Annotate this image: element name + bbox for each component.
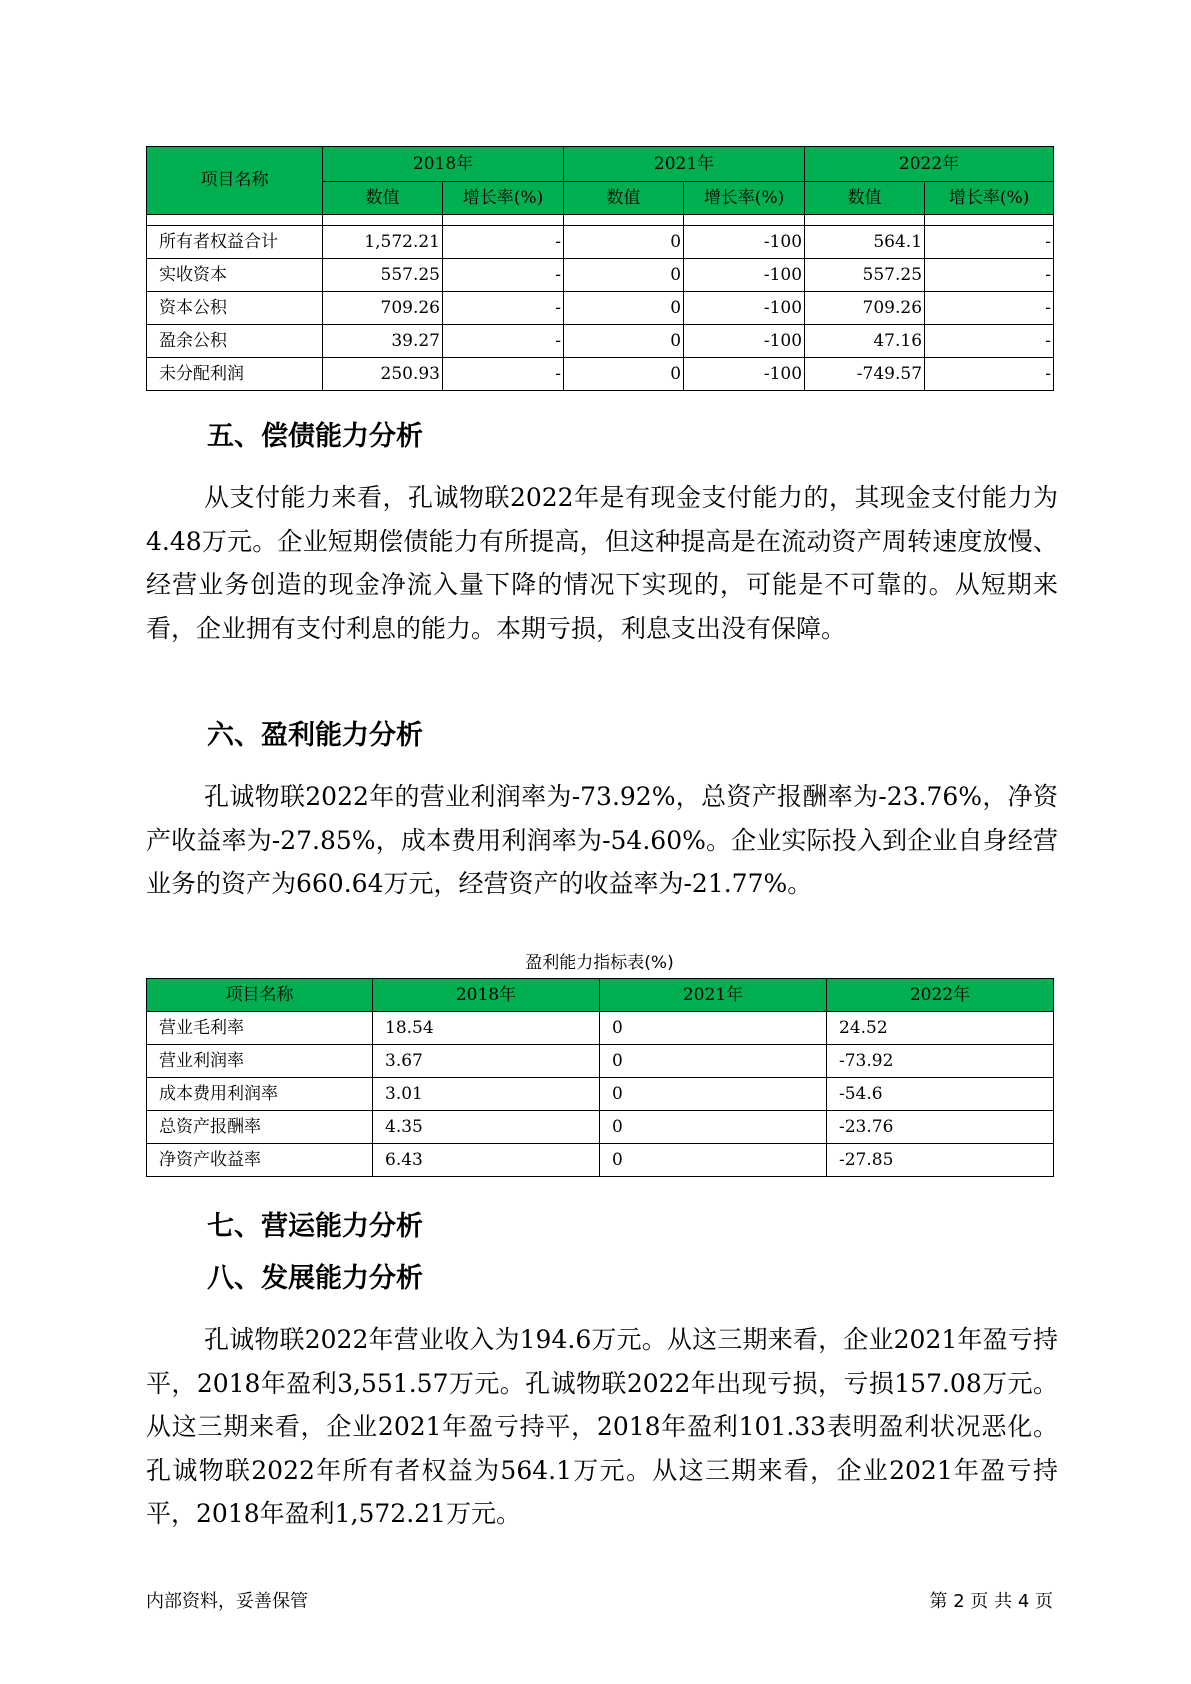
growth-2022: - bbox=[925, 292, 1054, 325]
profit-table bbox=[146, 978, 1054, 1177]
profit-table-caption: 盈利能力指标表(%) bbox=[525, 953, 674, 973]
row-name: 实收资本 bbox=[147, 259, 323, 292]
value-2022: -27.85 bbox=[827, 1144, 1054, 1177]
footer-page-number: 第 2 页 共 4 页 bbox=[929, 1591, 1053, 1612]
row-name: 净资产收益率 bbox=[147, 1144, 373, 1177]
table-row bbox=[147, 1111, 1054, 1144]
table-row bbox=[147, 259, 1054, 292]
table-spacer bbox=[147, 215, 1054, 226]
growth-2021: -100 bbox=[684, 292, 805, 325]
table-row bbox=[147, 358, 1054, 391]
growth-2021: -100 bbox=[684, 358, 805, 391]
growth-2022: - bbox=[925, 325, 1054, 358]
row-name: 总资产报酬率 bbox=[147, 1111, 373, 1144]
value-2018: 3.01 bbox=[373, 1078, 600, 1111]
value-2021: 0 bbox=[600, 1078, 827, 1111]
section5-heading: 五、偿债能力分析 bbox=[207, 421, 423, 452]
table-row bbox=[147, 1144, 1054, 1177]
section7-heading: 七、营运能力分析 bbox=[207, 1211, 423, 1242]
profit-header-item-name: 项目名称 bbox=[147, 979, 373, 1012]
growth-2018: - bbox=[443, 358, 564, 391]
row-name: 营业毛利率 bbox=[147, 1012, 373, 1045]
row-name: 未分配利润 bbox=[147, 358, 323, 391]
value-2021: 0 bbox=[600, 1012, 827, 1045]
equity-header-growth: 增长率(%) bbox=[443, 182, 564, 215]
value-2018: 250.93 bbox=[323, 358, 443, 391]
value-2021: 0 bbox=[600, 1111, 827, 1144]
row-name: 资本公积 bbox=[147, 292, 323, 325]
value-2022: -23.76 bbox=[827, 1111, 1054, 1144]
value-2018: 4.35 bbox=[373, 1111, 600, 1144]
section8-paragraph: 孔诚物联2022年营业收入为194.6万元。从这三期来看，企业2021年盈亏持平，2018年盈利3,551.57万元。孔诚物联2022年出现亏损，亏损157.08万元。从这三期来看，企业2021年盈亏持平，2018年盈利101.33表明盈利状况恶化。孔诚物联2022年所有者权益为564.1万元。从这三期来看，企业2021年盈亏持平，2018年盈利1,572.21万元。 bbox=[146, 1325, 1058, 1528]
value-2021: 0 bbox=[564, 325, 684, 358]
table-row bbox=[147, 1045, 1054, 1078]
row-name: 营业利润率 bbox=[147, 1045, 373, 1078]
equity-table bbox=[146, 146, 1054, 391]
row-name: 盈余公积 bbox=[147, 325, 323, 358]
profit-header-year-2022: 2022年 bbox=[827, 979, 1054, 1012]
growth-2022: - bbox=[925, 226, 1054, 259]
value-2021: 0 bbox=[564, 259, 684, 292]
row-name: 成本费用利润率 bbox=[147, 1078, 373, 1111]
equity-header-growth: 增长率(%) bbox=[925, 182, 1054, 215]
growth-2022: - bbox=[925, 259, 1054, 292]
value-2022: 557.25 bbox=[805, 259, 925, 292]
table-row bbox=[147, 1078, 1054, 1111]
value-2022: 709.26 bbox=[805, 292, 925, 325]
equity-header-year-2021: 2021年 bbox=[564, 147, 805, 182]
section6-paragraph: 孔诚物联2022年的营业利润率为-73.92%，总资产报酬率为-23.76%，净资产收益率为-27.85%，成本费用利润率为-54.60%。企业实际投入到企业自身经营业务的资产为660.64万元，经营资产的收益率为-21.77%。 bbox=[146, 782, 1058, 898]
growth-2021: -100 bbox=[684, 259, 805, 292]
row-name: 所有者权益合计 bbox=[147, 226, 323, 259]
section5-paragraph: 从支付能力来看，孔诚物联2022年是有现金支付能力的，其现金支付能力为4.48万元。企业短期偿债能力有所提高，但这种提高是在流动资产周转速度放慢、经营业务创造的现金净流入量下降的情况下实现的，可能是不可靠的。从短期来看，企业拥有支付利息的能力。本期亏损，利息支出没有保障。 bbox=[146, 483, 1058, 643]
growth-2018: - bbox=[443, 325, 564, 358]
table-row bbox=[147, 226, 1054, 259]
value-2018: 39.27 bbox=[323, 325, 443, 358]
value-2018: 557.25 bbox=[323, 259, 443, 292]
value-2018: 709.26 bbox=[323, 292, 443, 325]
value-2022: 47.16 bbox=[805, 325, 925, 358]
value-2021: 0 bbox=[564, 226, 684, 259]
value-2022: 564.1 bbox=[805, 226, 925, 259]
value-2022: -54.6 bbox=[827, 1078, 1054, 1111]
footer-confidential-note: 内部资料，妥善保管 bbox=[146, 1591, 308, 1612]
profit-header-year-2018: 2018年 bbox=[373, 979, 600, 1012]
growth-2018: - bbox=[443, 259, 564, 292]
value-2018: 1,572.21 bbox=[323, 226, 443, 259]
growth-2022: - bbox=[925, 358, 1054, 391]
section6-heading: 六、盈利能力分析 bbox=[207, 720, 423, 751]
value-2022: -73.92 bbox=[827, 1045, 1054, 1078]
value-2018: 6.43 bbox=[373, 1144, 600, 1177]
table-row bbox=[147, 325, 1054, 358]
value-2021: 0 bbox=[600, 1144, 827, 1177]
growth-2021: -100 bbox=[684, 325, 805, 358]
equity-header-value: 数值 bbox=[564, 182, 684, 215]
growth-2021: -100 bbox=[684, 226, 805, 259]
value-2022: 24.52 bbox=[827, 1012, 1054, 1045]
table-row bbox=[147, 292, 1054, 325]
growth-2018: - bbox=[443, 292, 564, 325]
section8-heading: 八、发展能力分析 bbox=[207, 1263, 423, 1294]
equity-header-value: 数值 bbox=[323, 182, 443, 215]
equity-header-year-2018: 2018年 bbox=[323, 147, 564, 182]
profit-header-year-2021: 2021年 bbox=[600, 979, 827, 1012]
equity-header-item-name: 项目名称 bbox=[147, 147, 323, 215]
value-2021: 0 bbox=[564, 292, 684, 325]
value-2018: 18.54 bbox=[373, 1012, 600, 1045]
value-2021: 0 bbox=[600, 1045, 827, 1078]
table-row bbox=[147, 1012, 1054, 1045]
equity-header-value: 数值 bbox=[805, 182, 925, 215]
value-2021: 0 bbox=[564, 358, 684, 391]
equity-header-year-2022: 2022年 bbox=[805, 147, 1054, 182]
value-2022: -749.57 bbox=[805, 358, 925, 391]
growth-2018: - bbox=[443, 226, 564, 259]
equity-header-growth: 增长率(%) bbox=[684, 182, 805, 215]
value-2018: 3.67 bbox=[373, 1045, 600, 1078]
